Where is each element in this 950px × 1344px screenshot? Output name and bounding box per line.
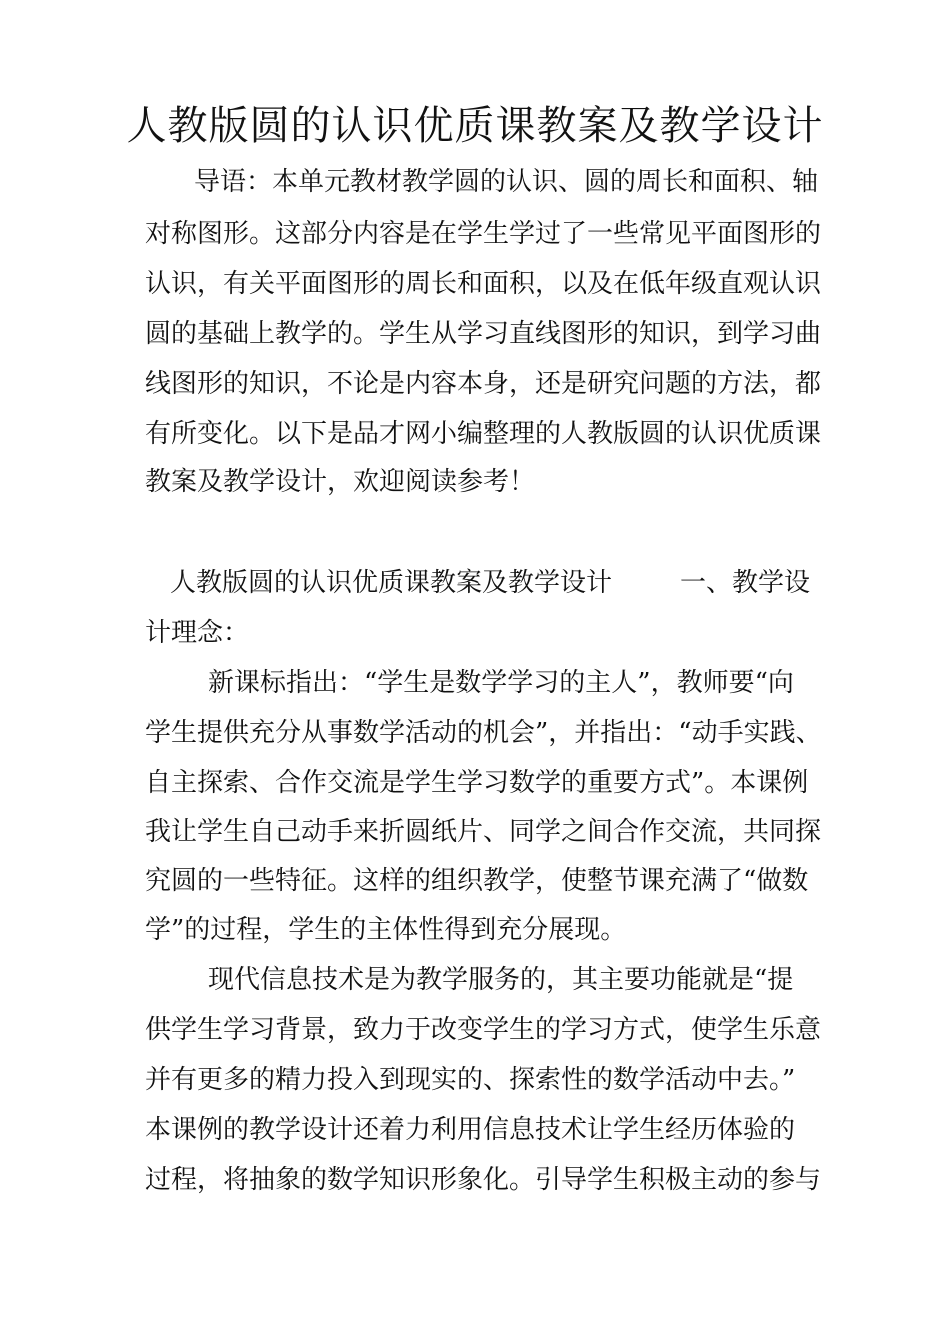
paragraph-line: 并有更多的精力投入到现实的、探索性的数学活动中去。”: [145, 1065, 796, 1095]
section-heading-left: 人教版圆的认识优质课教案及教学设计: [170, 568, 613, 598]
paragraph-line: 学”的过程，学生的主体性得到充分展现。: [145, 915, 627, 945]
paragraph-line: 本课例的教学设计还着力利用信息技术让学生经历体验的: [145, 1115, 796, 1145]
section-heading-right: 一、教学设: [680, 568, 811, 598]
paragraph-line: 新课标指出：“学生是数学学习的主人”，教师要“向: [208, 668, 794, 698]
paragraph-line: 我让学生自己动手来折圆纸片、同学之间合作交流，共同探: [145, 817, 822, 847]
intro-line: 线图形的知识，不论是内容本身，还是研究问题的方法，都: [145, 369, 822, 399]
intro-line: 圆的基础上教学的。学生从学习直线图形的知识，到学习曲: [145, 319, 822, 349]
intro-line: 有所变化。以下是品才网小编整理的人教版圆的认识优质课: [145, 419, 822, 449]
paragraph-line: 过程，将抽象的数学知识形象化。引导学生积极主动的参与: [145, 1165, 822, 1195]
intro-line: 认识，有关平面图形的周长和面积，以及在低年级直观认识: [145, 269, 822, 299]
section-heading-continuation: 计理念：: [145, 618, 250, 648]
document-title: 人教版圆的认识优质课教案及教学设计: [126, 103, 824, 149]
paragraph-line: 自主探索、合作交流是学生学习数学的重要方式”。本课例: [145, 768, 809, 798]
paragraph-line: 学生提供充分从事数学活动的机会”，并指出：“动手实践、: [145, 718, 822, 748]
paragraph-line: 供学生学习背景，致力于改变学生的学习方式，使学生乐意: [145, 1015, 822, 1045]
paragraph-line: 现代信息技术是为教学服务的，其主要功能就是“提: [208, 965, 794, 995]
intro-line: 导语：本单元教材教学圆的认识、圆的周长和面积、轴: [194, 167, 819, 197]
intro-line: 对称图形。这部分内容是在学生学过了一些常见平面图形的: [145, 219, 822, 249]
paragraph-line: 究圆的一些特征。这样的组织教学，使整节课充满了“做数: [145, 866, 809, 896]
intro-line: 教案及教学设计，欢迎阅读参考！: [145, 467, 536, 497]
